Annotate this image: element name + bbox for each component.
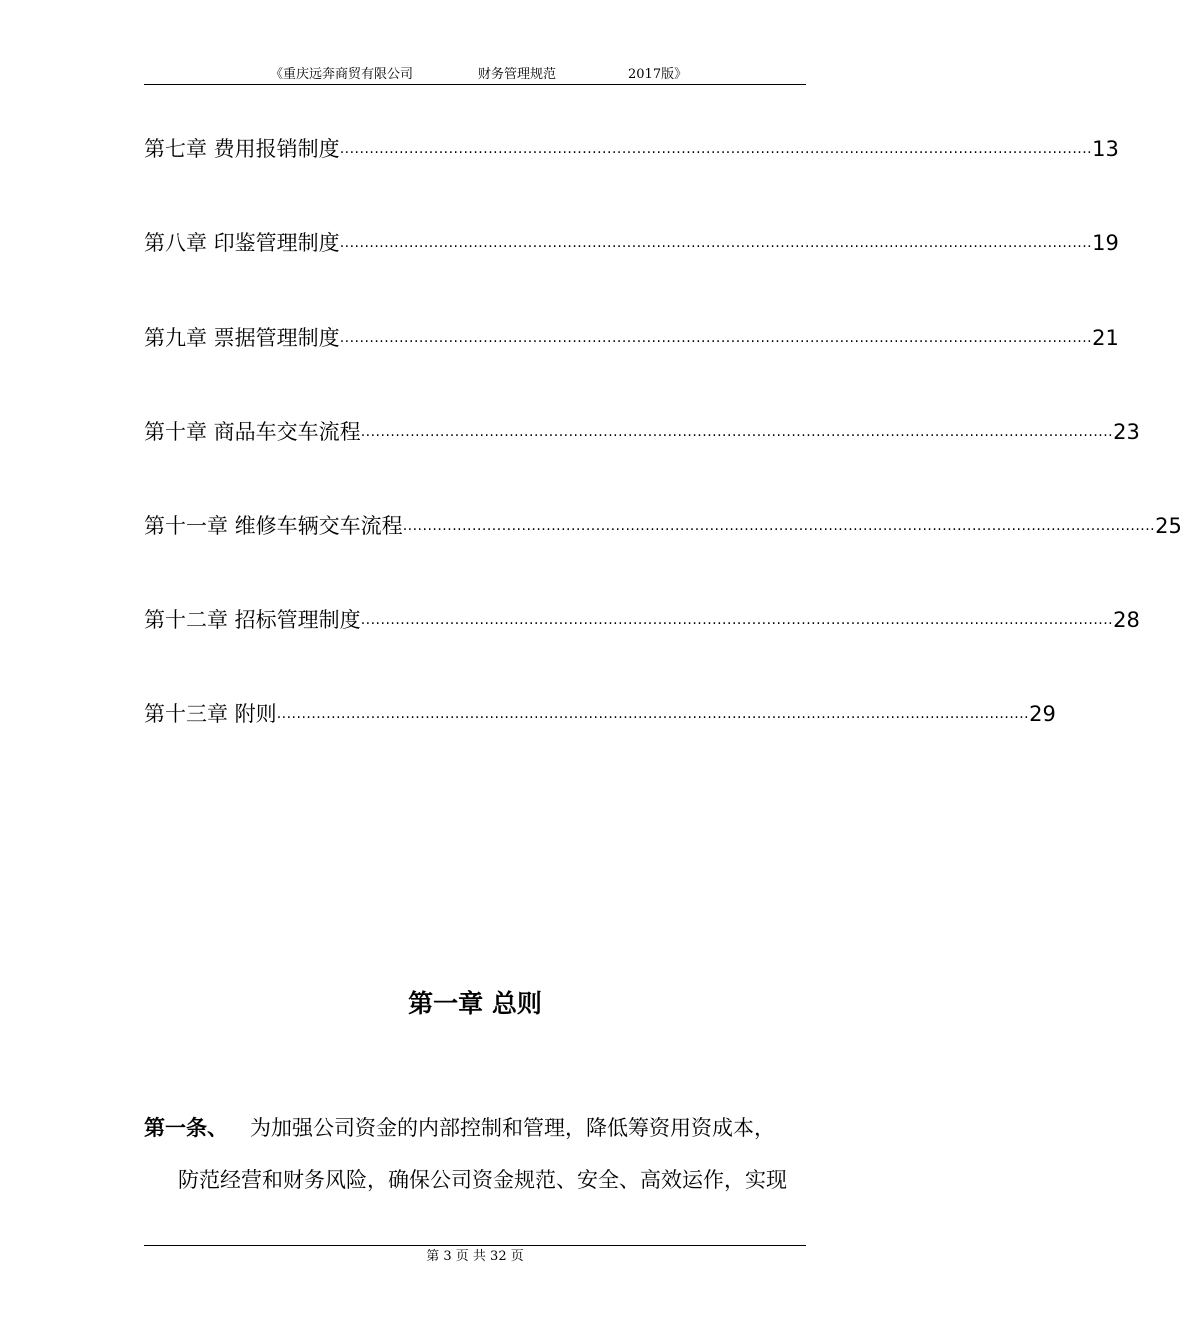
toc-entry-page: 13 xyxy=(1092,137,1119,161)
header-document-title: 财务管理规范 xyxy=(478,67,557,82)
article-continuation-line: 防范经营和财务风险，确保公司资金规范、安全、高效运作，实现 xyxy=(178,1168,787,1192)
article-label: 第一条、 xyxy=(144,1116,228,1140)
toc-entry-title: 第八章 印鉴管理制度 xyxy=(144,231,340,255)
chapter-heading: 第一章 总则 xyxy=(408,989,542,1018)
toc-entry-page: 25 xyxy=(1155,514,1182,538)
toc-entry[interactable] xyxy=(144,228,1119,258)
toc-entry[interactable] xyxy=(144,323,1119,353)
toc-leader-dots: ........................................................................................................................................................ xyxy=(402,518,1156,534)
toc-entry-page: 29 xyxy=(1029,702,1056,726)
toc-entry-title: 第十一章 维修车辆交车流程 xyxy=(144,514,403,538)
toc-entry-title: 第九章 票据管理制度 xyxy=(144,326,340,350)
toc-entry-title: 第十章 商品车交车流程 xyxy=(144,420,361,444)
page-header xyxy=(144,66,806,85)
toc-leader-dots: ........................................................................................................................................................ xyxy=(339,141,1093,157)
header-company: 《重庆远奔商贸有限公司 xyxy=(270,67,414,82)
toc-entry-page: 23 xyxy=(1113,420,1140,444)
page-footer: 第 3 页 共 32 页 xyxy=(144,1245,806,1268)
toc-entry-title: 第七章 费用报销制度 xyxy=(144,137,340,161)
toc-leader-dots: ........................................................................................................................................................ xyxy=(339,235,1093,251)
header-version: 2017版》 xyxy=(628,67,688,82)
toc-entry[interactable] xyxy=(144,511,1182,541)
toc-leader-dots: ........................................................................................................................................................ xyxy=(360,424,1114,440)
toc-entry-page: 28 xyxy=(1113,608,1140,632)
toc-leader-dots: ........................................................................................................................................................ xyxy=(360,612,1114,628)
article-first-line xyxy=(144,1112,824,1144)
toc-entry-page: 19 xyxy=(1092,231,1119,255)
toc-entry-title: 第十二章 招标管理制度 xyxy=(144,608,361,632)
toc-leader-dots: ........................................................................................................................................................ xyxy=(339,330,1093,346)
toc-entry[interactable] xyxy=(144,417,1140,447)
toc-entry[interactable] xyxy=(144,699,1056,729)
toc-entry-page: 21 xyxy=(1092,326,1119,350)
toc-entry-title: 第十三章 附则 xyxy=(144,702,277,726)
toc-entry[interactable] xyxy=(144,134,1119,164)
article-text: 为加强公司资金的内部控制和管理，降低筹资用资成本， xyxy=(250,1116,775,1140)
toc-entry[interactable] xyxy=(144,605,1140,635)
toc-leader-dots: ........................................................................................................................................................ xyxy=(276,706,1030,722)
